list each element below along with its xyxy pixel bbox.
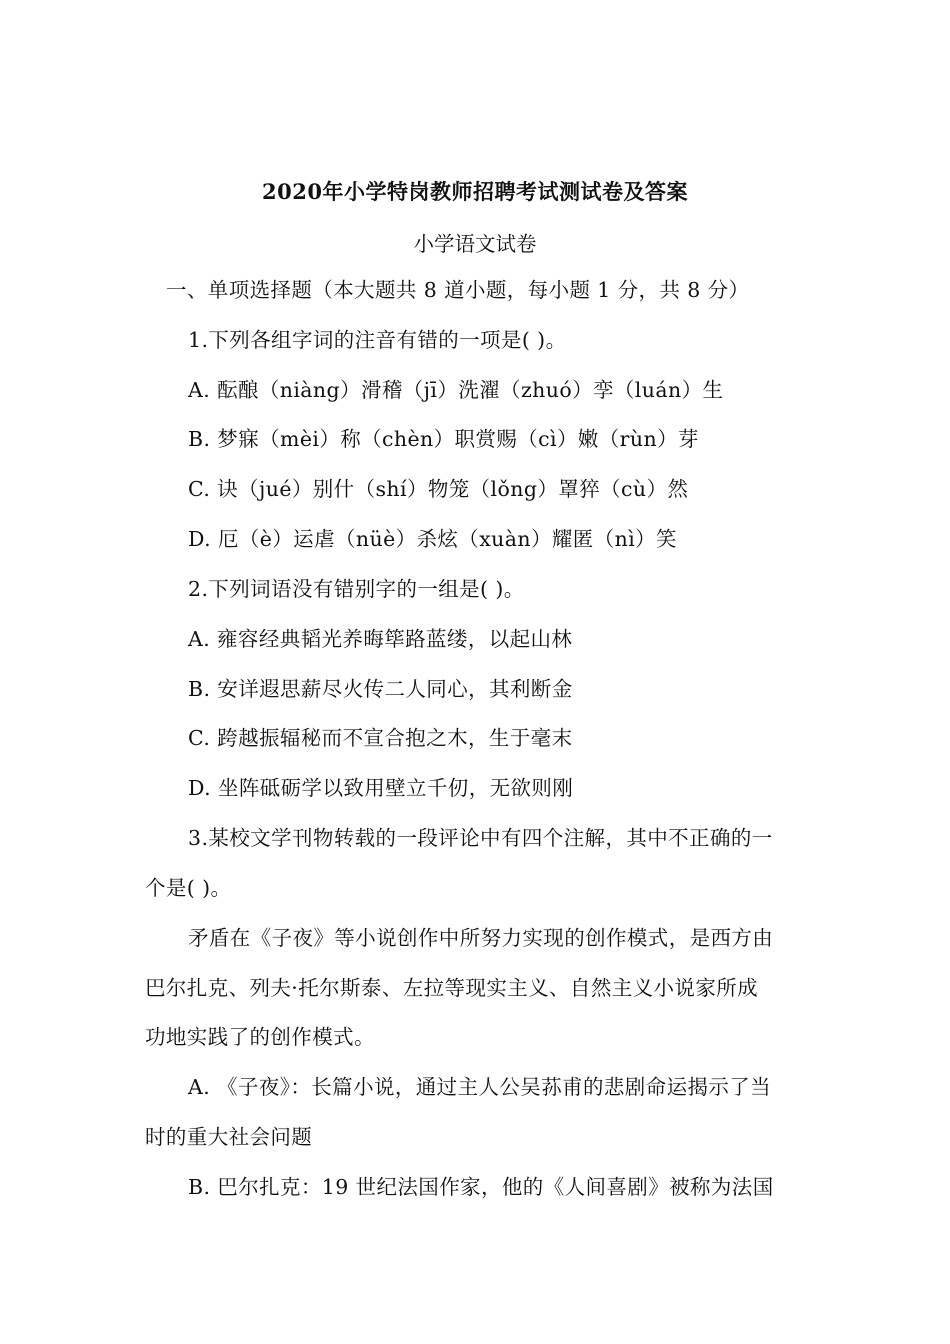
question-1-option-c: C. 诀（jué）别什（shí）物笼（lǒng）罩猝（cù）然 — [188, 477, 689, 501]
question-1-option-d: D. 厄（è）运虐（nüè）杀炫（xuàn）耀匿（nì）笑 — [188, 527, 677, 551]
question-2-option-a: A. 雍容经典韬光养晦筚路蓝缕，以起山林 — [188, 627, 573, 651]
question-3-passage-line-3: 功地实践了的创作模式。 — [145, 1025, 375, 1049]
question-3-stem-line-2: 个是( )。 — [145, 876, 232, 900]
document-subtitle: 小学语文试卷 — [413, 232, 537, 256]
question-1-option-b: B. 梦寐（mèi）称（chèn）职赏赐（cì）嫩（rùn）芽 — [188, 427, 699, 451]
question-3-option-b-line-1: B. 巴尔扎克：19 世纪法国作家，他的《人间喜剧》被称为法国 — [188, 1175, 774, 1199]
question-2-option-b: B. 安详遐思薪尽火传二人同心，其利断金 — [188, 677, 573, 701]
document-title: 2020年小学特岗教师招聘考试测试卷及答案 — [262, 179, 688, 204]
question-3-stem-line-1: 3.某校文学刊物转载的一段评论中有四个注解，其中不正确的一 — [188, 826, 773, 850]
question-3-passage-line-1: 矛盾在《子夜》等小说创作中所努力实现的创作模式，是西方由 — [188, 926, 774, 950]
question-3-passage-line-2: 巴尔扎克、列夫·托尔斯泰、左拉等现实主义、自然主义小说家所成 — [145, 976, 759, 1000]
question-2-option-c: C. 跨越振辐秘而不宣合抱之木，生于毫末 — [188, 726, 573, 750]
question-3-option-a-line-1: A. 《子夜》：长篇小说，通过主人公吴荪甫的悲剧命运揭示了当 — [188, 1075, 772, 1099]
question-1-stem: 1.下列各组字词的注音有错的一项是( )。 — [188, 328, 567, 352]
question-2-stem: 2.下列词语没有错别字的一组是( )。 — [188, 577, 525, 601]
section-heading: 一、单项选择题（本大题共 8 道小题，每小题 1 分，共 8 分） — [166, 278, 750, 302]
question-3-option-a-line-2: 时的重大社会问题 — [145, 1125, 313, 1149]
question-1-option-a: A. 酝酿（niàng）滑稽（jī）洗濯（zhuó）孪（luán）生 — [188, 378, 724, 402]
question-2-option-d: D. 坐阵砥砺学以致用壁立千仞，无欲则刚 — [188, 776, 574, 800]
